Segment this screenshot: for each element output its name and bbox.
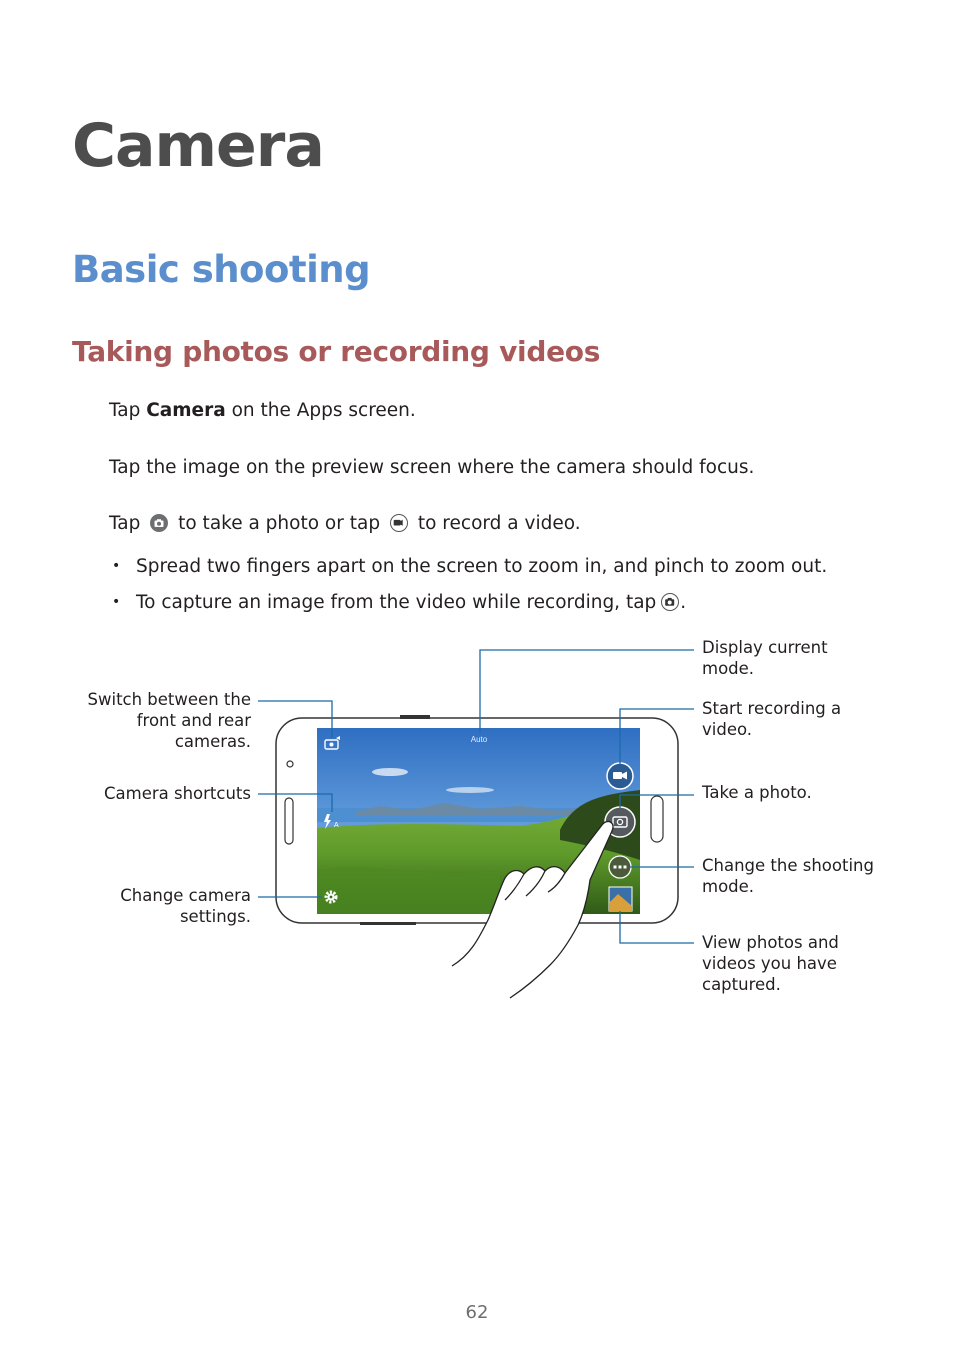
callout-line: video. — [702, 720, 753, 739]
mode-indicator: Auto — [470, 735, 488, 744]
callout-line: Start recording a — [702, 699, 842, 718]
callout-line: mode. — [702, 877, 755, 896]
callout-line: Change the shooting — [702, 856, 874, 875]
subsection-title: Taking photos or recording videos — [72, 335, 601, 368]
camera-preview[interactable] — [317, 728, 640, 914]
step-3-text-b: to take a photo or tap — [178, 513, 381, 534]
gear-icon[interactable] — [326, 892, 336, 902]
callout-line: Switch between the — [87, 690, 251, 709]
page-number: 62 — [465, 1302, 489, 1323]
step-2: Tap the image on the preview screen where the camera should focus. — [109, 457, 755, 478]
callout-line: front and rear — [136, 711, 251, 730]
callout-line: cameras. — [174, 732, 251, 751]
bullet-zoom — [112, 553, 827, 580]
step-1-app-name: Camera — [146, 400, 226, 421]
callout-line: Change camera — [120, 886, 251, 905]
camera-icon — [661, 593, 679, 611]
callout-line: Take a photo. — [702, 783, 812, 802]
callout-take-photo — [702, 782, 922, 803]
callout-change-mode — [702, 855, 922, 897]
callout-line: captured. — [702, 975, 781, 994]
step-3 — [109, 511, 581, 537]
svg-text:A: A — [334, 822, 339, 829]
bullet-zoom-text: Spread two fingers apart on the screen to zoom in, and pinch to zoom out. — [136, 556, 828, 577]
step-1-text-end: on the Apps screen. — [225, 400, 416, 421]
callout-line: settings. — [179, 907, 251, 926]
camera-icon — [150, 514, 168, 532]
callout-display-mode — [702, 637, 922, 679]
callout-camera-shortcuts — [51, 783, 251, 804]
step-3-text-c: to record a video. — [417, 513, 581, 534]
step-1-text: Tap — [109, 400, 147, 421]
section-title: Basic shooting — [72, 248, 371, 291]
record-video-button[interactable] — [607, 763, 633, 789]
callout-start-recording — [702, 698, 922, 740]
step-1 — [109, 398, 416, 424]
bullet-capture — [112, 589, 686, 616]
callout-view-gallery — [702, 932, 922, 995]
chapter-title: Camera — [72, 111, 324, 181]
bullet-capture-text: To capture an image from the video while recording, tap — [136, 592, 657, 613]
callout-line: videos you have — [702, 954, 837, 973]
callout-change-settings — [51, 885, 251, 927]
callout-line: View photos and — [702, 933, 839, 952]
video-camera-icon — [390, 514, 408, 532]
callout-line: mode. — [702, 659, 755, 678]
callout-switch-cameras — [51, 689, 251, 752]
bullet-dot: • — [112, 594, 121, 610]
bullet-capture-end: . — [680, 592, 687, 613]
bullet-dot: • — [112, 558, 121, 574]
more-dots-icon[interactable] — [609, 856, 631, 878]
callout-line: Camera shortcuts — [104, 784, 251, 803]
step-3-text-a: Tap — [109, 513, 141, 534]
gallery-thumbnail-icon[interactable] — [609, 887, 632, 911]
callout-line: Display current — [702, 638, 828, 657]
